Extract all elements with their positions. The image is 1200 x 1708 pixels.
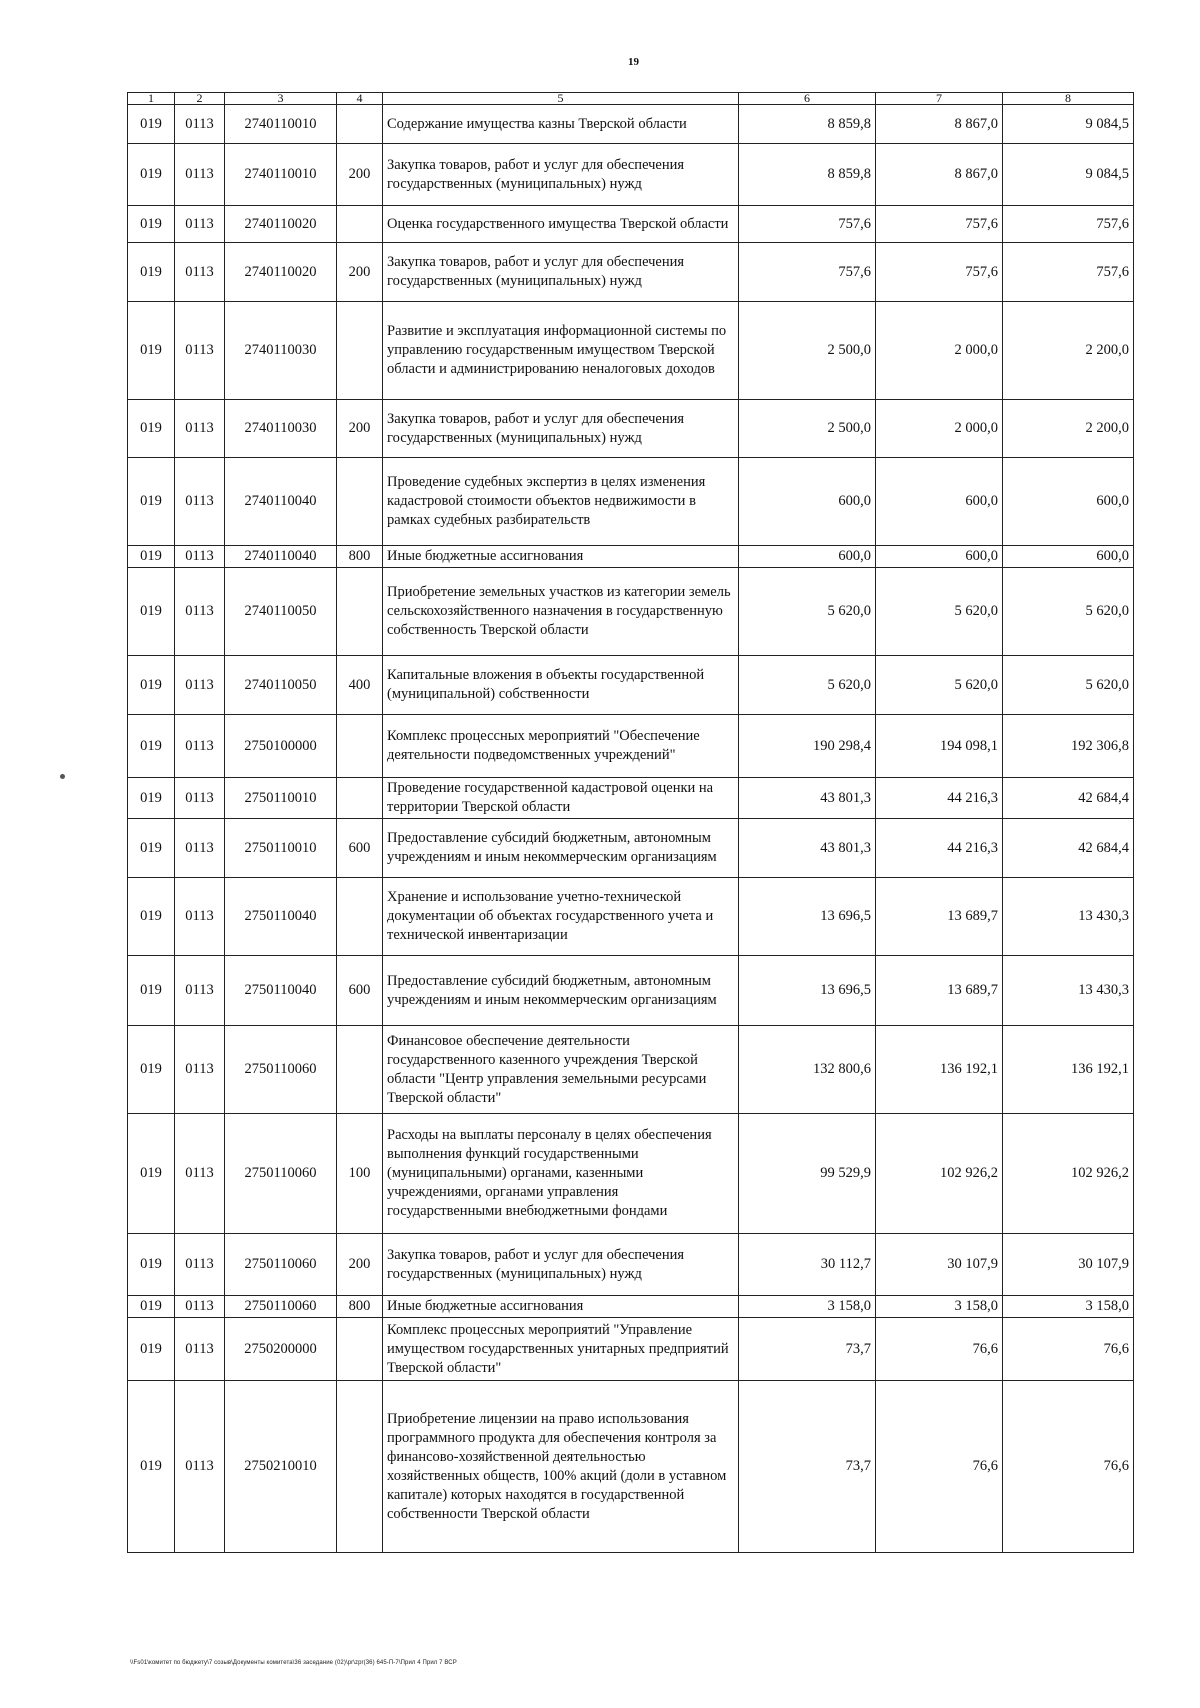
cell-razdel: 0113 <box>175 568 225 656</box>
table-row <box>128 568 1134 656</box>
cell-summa-1: 43 801,3 <box>739 819 876 878</box>
page-number: 19 <box>628 56 639 68</box>
cell-razdel: 0113 <box>175 546 225 568</box>
cell-razdel: 0113 <box>175 302 225 400</box>
cell-summa-2: 13 689,7 <box>876 878 1003 956</box>
cell-summa-1: 600,0 <box>739 546 876 568</box>
cell-summa-3: 30 107,9 <box>1003 1234 1134 1296</box>
cell-razdel: 0113 <box>175 1318 225 1381</box>
cell-vid-rashodov <box>337 715 383 778</box>
cell-celevaya-statya: 2750110040 <box>225 878 337 956</box>
cell-naimenovanie: Комплекс процессных мероприятий "Обеспечение деятельности подведомственных учреждений" <box>383 715 739 778</box>
table-row <box>128 105 1134 144</box>
cell-summa-1: 73,7 <box>739 1381 876 1553</box>
table-row <box>128 956 1134 1026</box>
cell-summa-1: 5 620,0 <box>739 656 876 715</box>
cell-summa-3: 5 620,0 <box>1003 656 1134 715</box>
header-row <box>128 93 1134 105</box>
cell-vid-rashodov: 200 <box>337 1234 383 1296</box>
cell-summa-3: 9 084,5 <box>1003 144 1134 206</box>
cell-celevaya-statya: 2740110020 <box>225 206 337 243</box>
cell-summa-1: 757,6 <box>739 243 876 302</box>
cell-vedomstvo: 019 <box>128 656 175 715</box>
cell-naimenovanie: Приобретение земельных участков из категории земель сельскохозяйственного назначения в государственную собственность Тверской области <box>383 568 739 656</box>
cell-summa-3: 757,6 <box>1003 206 1134 243</box>
cell-vid-rashodov <box>337 778 383 819</box>
cell-summa-3: 2 200,0 <box>1003 302 1134 400</box>
table-row <box>128 656 1134 715</box>
cell-razdel: 0113 <box>175 1114 225 1234</box>
cell-summa-3: 5 620,0 <box>1003 568 1134 656</box>
cell-summa-2: 13 689,7 <box>876 956 1003 1026</box>
cell-vid-rashodov <box>337 878 383 956</box>
cell-celevaya-statya: 2740110050 <box>225 568 337 656</box>
cell-vedomstvo: 019 <box>128 1026 175 1114</box>
cell-celevaya-statya: 2740110040 <box>225 458 337 546</box>
cell-celevaya-statya: 2740110050 <box>225 656 337 715</box>
cell-vid-rashodov <box>337 206 383 243</box>
table-row <box>128 1114 1134 1234</box>
cell-vedomstvo: 019 <box>128 568 175 656</box>
cell-naimenovanie: Закупка товаров, работ и услуг для обеспечения государственных (муниципальных) нужд <box>383 144 739 206</box>
cell-naimenovanie: Закупка товаров, работ и услуг для обеспечения государственных (муниципальных) нужд <box>383 243 739 302</box>
cell-razdel: 0113 <box>175 656 225 715</box>
cell-summa-1: 13 696,5 <box>739 878 876 956</box>
cell-razdel: 0113 <box>175 144 225 206</box>
header-cell: 7 <box>876 93 1003 105</box>
cell-razdel: 0113 <box>175 1381 225 1553</box>
cell-vid-rashodov <box>337 568 383 656</box>
cell-summa-1: 13 696,5 <box>739 956 876 1026</box>
cell-naimenovanie: Предоставление субсидий бюджетным, автономным учреждениям и иным некоммерческим организациям <box>383 819 739 878</box>
table-row <box>128 1026 1134 1114</box>
cell-celevaya-statya: 2750110010 <box>225 778 337 819</box>
cell-summa-2: 5 620,0 <box>876 568 1003 656</box>
cell-summa-1: 190 298,4 <box>739 715 876 778</box>
cell-summa-3: 76,6 <box>1003 1381 1134 1553</box>
cell-naimenovanie: Хранение и использование учетно-технической документации об объектах государственного учета и технической инвентаризации <box>383 878 739 956</box>
cell-summa-1: 2 500,0 <box>739 400 876 458</box>
header-cell: 2 <box>175 93 225 105</box>
cell-razdel: 0113 <box>175 715 225 778</box>
cell-celevaya-statya: 2750100000 <box>225 715 337 778</box>
table-row <box>128 715 1134 778</box>
header-cell: 4 <box>337 93 383 105</box>
budget-table <box>127 92 1134 1553</box>
cell-summa-3: 76,6 <box>1003 1318 1134 1381</box>
table-body <box>128 105 1134 1553</box>
cell-summa-3: 42 684,4 <box>1003 778 1134 819</box>
cell-vid-rashodov: 200 <box>337 144 383 206</box>
cell-razdel: 0113 <box>175 878 225 956</box>
cell-celevaya-statya: 2740110010 <box>225 144 337 206</box>
table-row <box>128 243 1134 302</box>
cell-razdel: 0113 <box>175 400 225 458</box>
table-row <box>128 1381 1134 1553</box>
cell-summa-2: 5 620,0 <box>876 656 1003 715</box>
cell-naimenovanie: Закупка товаров, работ и услуг для обеспечения государственных (муниципальных) нужд <box>383 400 739 458</box>
cell-vedomstvo: 019 <box>128 243 175 302</box>
cell-summa-2: 44 216,3 <box>876 819 1003 878</box>
cell-vid-rashodov: 100 <box>337 1114 383 1234</box>
cell-vedomstvo: 019 <box>128 778 175 819</box>
cell-summa-2: 30 107,9 <box>876 1234 1003 1296</box>
cell-summa-2: 194 098,1 <box>876 715 1003 778</box>
cell-naimenovanie: Предоставление субсидий бюджетным, автономным учреждениям и иным некоммерческим организациям <box>383 956 739 1026</box>
cell-vid-rashodov: 400 <box>337 656 383 715</box>
cell-summa-2: 76,6 <box>876 1381 1003 1553</box>
cell-summa-2: 44 216,3 <box>876 778 1003 819</box>
cell-celevaya-statya: 2740110040 <box>225 546 337 568</box>
cell-naimenovanie: Комплекс процессных мероприятий "Управление имуществом государственных унитарных предприятий Тверской области" <box>383 1318 739 1381</box>
cell-summa-1: 73,7 <box>739 1318 876 1381</box>
cell-summa-3: 13 430,3 <box>1003 956 1134 1026</box>
table-row <box>128 206 1134 243</box>
footer-file-path: \\Fs01\комитет по бюджету\7 созыв\Документы комитета\36 заседание (02)\pr\zpr(36) 645-П-7\Прил 4 Прил 7 ВСР <box>130 1660 457 1666</box>
cell-vid-rashodov <box>337 302 383 400</box>
cell-celevaya-statya: 2750110060 <box>225 1296 337 1318</box>
cell-summa-1: 8 859,8 <box>739 144 876 206</box>
cell-naimenovanie: Иные бюджетные ассигнования <box>383 1296 739 1318</box>
cell-naimenovanie: Закупка товаров, работ и услуг для обеспечения государственных (муниципальных) нужд <box>383 1234 739 1296</box>
cell-vedomstvo: 019 <box>128 302 175 400</box>
cell-razdel: 0113 <box>175 778 225 819</box>
cell-summa-1: 99 529,9 <box>739 1114 876 1234</box>
cell-razdel: 0113 <box>175 458 225 546</box>
cell-summa-1: 30 112,7 <box>739 1234 876 1296</box>
header-cell: 5 <box>383 93 739 105</box>
header-cell: 1 <box>128 93 175 105</box>
header-cell: 3 <box>225 93 337 105</box>
cell-vedomstvo: 019 <box>128 1234 175 1296</box>
cell-summa-2: 8 867,0 <box>876 144 1003 206</box>
cell-razdel: 0113 <box>175 1026 225 1114</box>
table-row <box>128 819 1134 878</box>
cell-summa-3: 2 200,0 <box>1003 400 1134 458</box>
cell-summa-3: 136 192,1 <box>1003 1026 1134 1114</box>
cell-summa-2: 600,0 <box>876 458 1003 546</box>
cell-summa-3: 757,6 <box>1003 243 1134 302</box>
cell-summa-1: 43 801,3 <box>739 778 876 819</box>
cell-vid-rashodov: 600 <box>337 819 383 878</box>
cell-celevaya-statya: 2750110060 <box>225 1114 337 1234</box>
cell-naimenovanie: Приобретение лицензии на право использования программного продукта для обеспечения контроля за финансово-хозяйственной деятельностью хозяйственных обществ, 100% акций (доли в уставном капитале) которых находятся в государственной собственности Тверской области <box>383 1381 739 1553</box>
cell-summa-2: 76,6 <box>876 1318 1003 1381</box>
header-cell: 6 <box>739 93 876 105</box>
cell-summa-1: 3 158,0 <box>739 1296 876 1318</box>
cell-summa-3: 600,0 <box>1003 458 1134 546</box>
cell-vid-rashodov <box>337 458 383 546</box>
cell-celevaya-statya: 2750210010 <box>225 1381 337 1553</box>
cell-naimenovanie: Развитие и эксплуатация информационной системы по управлению государственным имуществом Тверской области и администрированию неналоговых доходов <box>383 302 739 400</box>
cell-vid-rashodov: 200 <box>337 400 383 458</box>
cell-naimenovanie: Расходы на выплаты персоналу в целях обеспечения выполнения функций государственными (муниципальными) органами, казенными учреждениями, органами управления государственными внебюджетными фондами <box>383 1114 739 1234</box>
cell-vedomstvo: 019 <box>128 105 175 144</box>
cell-naimenovanie: Содержание имущества казны Тверской области <box>383 105 739 144</box>
cell-summa-3: 600,0 <box>1003 546 1134 568</box>
cell-celevaya-statya: 2750110040 <box>225 956 337 1026</box>
cell-vid-rashodov <box>337 1381 383 1553</box>
table-row <box>128 778 1134 819</box>
cell-summa-2: 102 926,2 <box>876 1114 1003 1234</box>
cell-naimenovanie: Капитальные вложения в объекты государственной (муниципальной) собственности <box>383 656 739 715</box>
cell-razdel: 0113 <box>175 206 225 243</box>
cell-razdel: 0113 <box>175 1296 225 1318</box>
cell-vedomstvo: 019 <box>128 1114 175 1234</box>
cell-naimenovanie: Проведение государственной кадастровой оценки на территории Тверской области <box>383 778 739 819</box>
cell-vedomstvo: 019 <box>128 1381 175 1553</box>
cell-vid-rashodov <box>337 1026 383 1114</box>
cell-summa-2: 3 158,0 <box>876 1296 1003 1318</box>
cell-vedomstvo: 019 <box>128 206 175 243</box>
header-cell: 8 <box>1003 93 1134 105</box>
cell-vedomstvo: 019 <box>128 819 175 878</box>
cell-naimenovanie: Финансовое обеспечение деятельности государственного казенного учреждения Тверской области "Центр управления земельными ресурсами Тверской области" <box>383 1026 739 1114</box>
cell-vedomstvo: 019 <box>128 956 175 1026</box>
cell-summa-1: 2 500,0 <box>739 302 876 400</box>
cell-celevaya-statya: 2740110030 <box>225 400 337 458</box>
cell-summa-2: 2 000,0 <box>876 302 1003 400</box>
table-row <box>128 458 1134 546</box>
cell-razdel: 0113 <box>175 819 225 878</box>
cell-summa-2: 8 867,0 <box>876 105 1003 144</box>
cell-vedomstvo: 019 <box>128 546 175 568</box>
cell-celevaya-statya: 2750110010 <box>225 819 337 878</box>
table-row <box>128 878 1134 956</box>
cell-summa-1: 757,6 <box>739 206 876 243</box>
cell-vedomstvo: 019 <box>128 400 175 458</box>
cell-vedomstvo: 019 <box>128 1296 175 1318</box>
table-row <box>128 546 1134 568</box>
cell-celevaya-statya: 2740110030 <box>225 302 337 400</box>
cell-celevaya-statya: 2750200000 <box>225 1318 337 1381</box>
cell-summa-3: 102 926,2 <box>1003 1114 1134 1234</box>
cell-razdel: 0113 <box>175 1234 225 1296</box>
table-row <box>128 144 1134 206</box>
cell-summa-3: 3 158,0 <box>1003 1296 1134 1318</box>
cell-summa-2: 136 192,1 <box>876 1026 1003 1114</box>
cell-vid-rashodov: 800 <box>337 546 383 568</box>
cell-vid-rashodov <box>337 1318 383 1381</box>
cell-vid-rashodov: 200 <box>337 243 383 302</box>
cell-vedomstvo: 019 <box>128 1318 175 1381</box>
cell-summa-3: 13 430,3 <box>1003 878 1134 956</box>
table-row <box>128 1296 1134 1318</box>
cell-summa-2: 600,0 <box>876 546 1003 568</box>
table-row <box>128 1234 1134 1296</box>
cell-vedomstvo: 019 <box>128 715 175 778</box>
cell-naimenovanie: Оценка государственного имущества Тверской области <box>383 206 739 243</box>
cell-razdel: 0113 <box>175 243 225 302</box>
scan-dot <box>60 774 65 779</box>
cell-celevaya-statya: 2740110020 <box>225 243 337 302</box>
table-row <box>128 302 1134 400</box>
table-row <box>128 1318 1134 1381</box>
cell-naimenovanie: Проведение судебных экспертиз в целях изменения кадастровой стоимости объектов недвижимости в рамках судебных разбирательств <box>383 458 739 546</box>
cell-summa-2: 2 000,0 <box>876 400 1003 458</box>
cell-celevaya-statya: 2740110010 <box>225 105 337 144</box>
table-row <box>128 400 1134 458</box>
cell-summa-3: 192 306,8 <box>1003 715 1134 778</box>
cell-vid-rashodov: 600 <box>337 956 383 1026</box>
cell-summa-1: 600,0 <box>739 458 876 546</box>
cell-razdel: 0113 <box>175 956 225 1026</box>
cell-summa-3: 9 084,5 <box>1003 105 1134 144</box>
cell-summa-1: 8 859,8 <box>739 105 876 144</box>
cell-celevaya-statya: 2750110060 <box>225 1234 337 1296</box>
cell-vedomstvo: 019 <box>128 878 175 956</box>
cell-razdel: 0113 <box>175 105 225 144</box>
cell-vid-rashodov <box>337 105 383 144</box>
cell-vedomstvo: 019 <box>128 144 175 206</box>
cell-celevaya-statya: 2750110060 <box>225 1026 337 1114</box>
cell-vedomstvo: 019 <box>128 458 175 546</box>
cell-vid-rashodov: 800 <box>337 1296 383 1318</box>
cell-summa-2: 757,6 <box>876 243 1003 302</box>
cell-summa-1: 5 620,0 <box>739 568 876 656</box>
cell-naimenovanie: Иные бюджетные ассигнования <box>383 546 739 568</box>
cell-summa-1: 132 800,6 <box>739 1026 876 1114</box>
cell-summa-2: 757,6 <box>876 206 1003 243</box>
cell-summa-3: 42 684,4 <box>1003 819 1134 878</box>
